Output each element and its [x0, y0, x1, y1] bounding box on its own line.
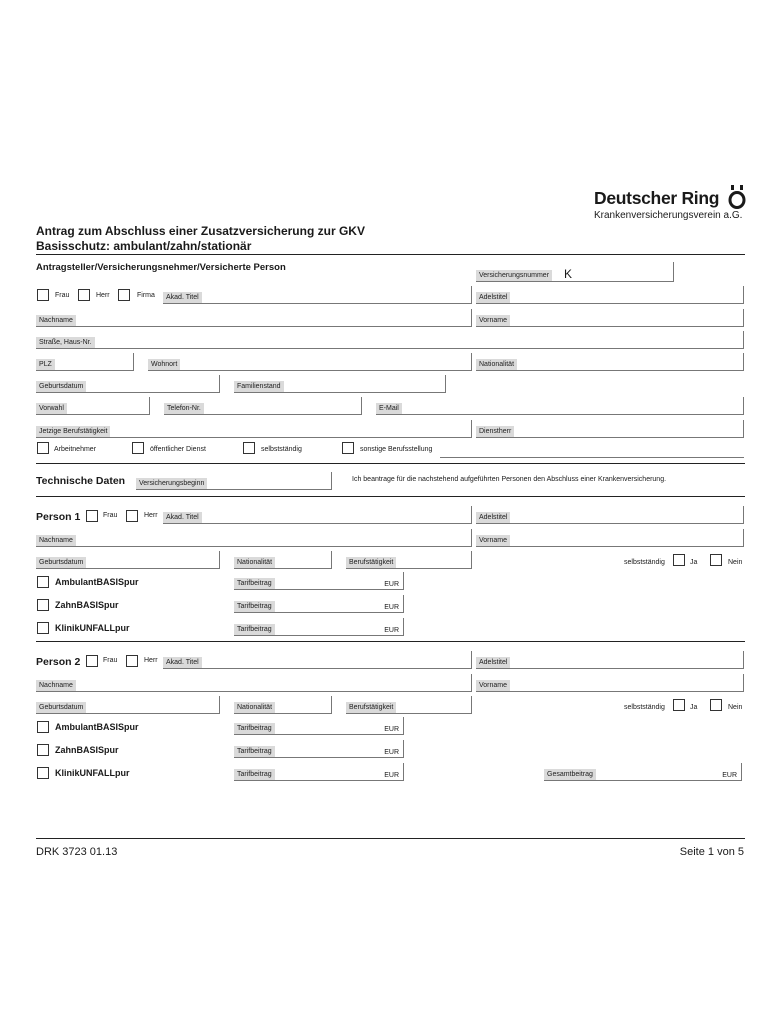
nationalitaet-field[interactable] [476, 353, 744, 371]
person2-product2-checkbox[interactable] [37, 744, 49, 756]
herr-checkbox[interactable] [78, 289, 90, 301]
person2-geburtsdatum-field[interactable] [36, 696, 220, 714]
tarifbeitrag-label: Tarifbeitrag [234, 578, 275, 589]
person2-product1-checkbox[interactable] [37, 721, 49, 733]
person2-ja-checkbox[interactable] [673, 699, 685, 711]
firma-checkbox[interactable] [118, 289, 130, 301]
tarifbeitrag-label: Tarifbeitrag [234, 769, 275, 780]
person2-ja-label: Ja [690, 704, 698, 711]
form-title-line2: Basisschutz: ambulant/zahn/stationär [36, 239, 252, 253]
person2-vorname-label: Vorname [476, 680, 510, 691]
divider [36, 254, 745, 255]
tarifbeitrag-label: Tarifbeitrag [234, 723, 275, 734]
person2-geburtsdatum-label: Geburtsdatum [36, 702, 86, 713]
person1-product2-checkbox[interactable] [37, 599, 49, 611]
sonstige-field[interactable] [440, 442, 744, 458]
plz-label: PLZ [36, 359, 55, 370]
person1-nachname-field[interactable] [36, 529, 472, 547]
email-field[interactable] [376, 397, 744, 415]
email-label: E-Mail [376, 403, 402, 414]
person2-herr-label: Herr [144, 657, 158, 664]
person2-product3-checkbox[interactable] [37, 767, 49, 779]
ring-logo-icon [728, 185, 746, 209]
insurance-number-field[interactable] [476, 262, 674, 282]
person2-product2-label: ZahnBASISpur [55, 745, 119, 755]
person2-nachname-field[interactable] [36, 674, 472, 692]
brand-name: Deutscher Ring [594, 188, 720, 208]
vorwahl-field[interactable] [36, 397, 150, 415]
person2-frau-label: Frau [103, 657, 118, 664]
beruf-label: Jetzige Berufstätigkeit [36, 426, 110, 437]
tarifbeitrag-label: Tarifbeitrag [234, 746, 275, 757]
person1-akad-titel-label: Akad. Titel [163, 512, 202, 523]
person1-geburtsdatum-field[interactable] [36, 551, 220, 569]
frau-checkbox[interactable] [37, 289, 49, 301]
divider [36, 641, 745, 642]
person2-adelstitel-field[interactable] [476, 651, 744, 669]
person1-adelstitel-label: Adelstitel [476, 512, 510, 523]
person2-heading: Person 2 [36, 656, 81, 668]
vorname-field[interactable] [476, 309, 744, 327]
geburtsdatum-label: Geburtsdatum [36, 381, 86, 392]
person1-nationalitaet-field[interactable] [234, 551, 332, 569]
sonstige-label: sonstige Berufsstellung [360, 446, 433, 453]
eur-unit: EUR [384, 581, 399, 588]
person2-product1-label: AmbulantBASISpur [55, 722, 139, 732]
form-title [36, 224, 365, 254]
versicherungsbeginn-field[interactable] [136, 472, 332, 490]
person1-product2-label: ZahnBASISpur [55, 600, 119, 610]
person1-selbststaendig-label: selbstständig [624, 559, 665, 566]
footer-divider [36, 838, 745, 839]
selbststaendig-label: selbstständig [261, 446, 302, 453]
page-number: Seite 1 von 5 [679, 846, 744, 858]
person2-vorname-field[interactable] [476, 674, 744, 692]
frau-label: Frau [55, 292, 70, 299]
gesamtbeitrag-field[interactable] [544, 763, 742, 781]
adelstitel-field[interactable] [476, 286, 744, 304]
person2-nationalitaet-label: Nationalität [234, 702, 275, 713]
herr-label: Herr [96, 292, 110, 299]
person1-beruf-label: Berufstätigkeit [346, 557, 396, 568]
person2-nein-label: Nein [728, 704, 743, 711]
technical-heading: Technische Daten [36, 475, 126, 487]
form-code: DRK 3723 01.13 [36, 846, 118, 858]
person1-product2-tarif-field[interactable] [234, 595, 404, 613]
tarifbeitrag-label: Tarifbeitrag [234, 624, 275, 635]
person2-herr-checkbox[interactable] [126, 655, 138, 667]
person2-product1-tarif-field[interactable] [234, 717, 404, 735]
person2-product3-tarif-field[interactable] [234, 763, 404, 781]
vorname-label: Vorname [476, 315, 510, 326]
person1-heading: Person 1 [36, 511, 81, 523]
gesamtbeitrag-label: Gesamtbeitrag [544, 769, 596, 780]
telefon-label: Telefon-Nr. [164, 403, 204, 414]
selbststaendig-checkbox[interactable] [243, 442, 255, 454]
plz-field[interactable] [36, 353, 134, 371]
person2-akad-titel-field[interactable] [163, 651, 472, 669]
nachname-label: Nachname [36, 315, 76, 326]
person2-product2-tarif-field[interactable] [234, 740, 404, 758]
person2-frau-checkbox[interactable] [86, 655, 98, 667]
eur-unit: EUR [384, 604, 399, 611]
person2-nachname-label: Nachname [36, 680, 76, 691]
person1-nachname-label: Nachname [36, 535, 76, 546]
eur-unit: EUR [384, 749, 399, 756]
sonstige-checkbox[interactable] [342, 442, 354, 454]
oeffentlich-label: öffentlicher Dienst [150, 446, 206, 453]
person1-product3-label: KlinikUNFALLpur [55, 623, 130, 633]
person1-product1-label: AmbulantBASISpur [55, 577, 139, 587]
divider [36, 463, 745, 464]
oeffentlich-checkbox[interactable] [132, 442, 144, 454]
person2-beruf-label: Berufstätigkeit [346, 702, 396, 713]
person1-product3-checkbox[interactable] [37, 622, 49, 634]
person1-geburtsdatum-label: Geburtsdatum [36, 557, 86, 568]
insurance-number-value: K [564, 267, 573, 281]
beruf-field[interactable] [36, 420, 472, 438]
person2-selbststaendig-label: selbstständig [624, 704, 665, 711]
nachname-field[interactable] [36, 309, 472, 327]
technical-note: Ich beantrage für die nachstehend aufgeführten Personen den Abschluss einer Krankenversicherung. [352, 476, 667, 483]
person1-nein-label: Nein [728, 559, 743, 566]
person1-ja-checkbox[interactable] [673, 554, 685, 566]
nationalitaet-label: Nationalität [476, 359, 517, 370]
person1-nein-checkbox[interactable] [710, 554, 722, 566]
versicherungsbeginn-label: Versicherungsbeginn [136, 478, 207, 489]
dienstherr-field[interactable] [476, 420, 744, 438]
person2-adelstitel-label: Adelstitel [476, 657, 510, 668]
insurance-number-label: Versicherungsnummer [476, 270, 552, 281]
person2-product3-label: KlinikUNFALLpur [55, 768, 130, 778]
person1-vorname-label: Vorname [476, 535, 510, 546]
vorwahl-label: Vorwahl [36, 403, 67, 414]
person1-ja-label: Ja [690, 559, 698, 566]
person1-frau-checkbox[interactable] [86, 510, 98, 522]
person1-nationalitaet-label: Nationalität [234, 557, 275, 568]
person1-herr-checkbox[interactable] [126, 510, 138, 522]
eur-unit: EUR [384, 627, 399, 634]
familienstand-label: Familienstand [234, 381, 284, 392]
person1-adelstitel-field[interactable] [476, 506, 744, 524]
akad-titel-label: Akad. Titel [163, 292, 202, 303]
akad-titel-field[interactable] [163, 286, 472, 304]
strasse-field[interactable] [36, 331, 744, 349]
geburtsdatum-field[interactable] [36, 375, 220, 393]
eur-unit: EUR [384, 772, 399, 779]
adelstitel-label: Adelstitel [476, 292, 510, 303]
person1-beruf-field[interactable] [346, 551, 472, 569]
strasse-label: Straße, Haus-Nr. [36, 337, 95, 348]
person2-nein-checkbox[interactable] [710, 699, 722, 711]
dienstherr-label: Dienstherr [476, 426, 514, 437]
person2-akad-titel-label: Akad. Titel [163, 657, 202, 668]
person1-akad-titel-field[interactable] [163, 506, 472, 524]
person1-product1-checkbox[interactable] [37, 576, 49, 588]
person2-beruf-field[interactable] [346, 696, 472, 714]
person2-nationalitaet-field[interactable] [234, 696, 332, 714]
eur-unit: EUR [384, 726, 399, 733]
telefon-field[interactable] [164, 397, 362, 415]
brand-subtitle: Krankenversicherungsverein a.G. [594, 210, 743, 221]
familienstand-field[interactable] [234, 375, 446, 393]
person1-frau-label: Frau [103, 512, 118, 519]
person1-product1-tarif-field[interactable] [234, 572, 404, 590]
wohnort-label: Wohnort [148, 359, 180, 370]
person1-vorname-field[interactable] [476, 529, 744, 547]
person1-product3-tarif-field[interactable] [234, 618, 404, 636]
applicant-heading: Antragsteller/Versicherungsnehmer/Versicherte Person [36, 262, 286, 273]
wohnort-field[interactable] [148, 353, 472, 371]
firma-label: Firma [137, 292, 155, 299]
arbeitnehmer-checkbox[interactable] [37, 442, 49, 454]
person1-herr-label: Herr [144, 512, 158, 519]
divider [36, 496, 745, 497]
tarifbeitrag-label: Tarifbeitrag [234, 601, 275, 612]
arbeitnehmer-label: Arbeitnehmer [54, 446, 97, 453]
eur-unit: EUR [722, 772, 737, 779]
form-title-line1: Antrag zum Abschluss einer Zusatzversicherung zur GKV [36, 224, 365, 238]
